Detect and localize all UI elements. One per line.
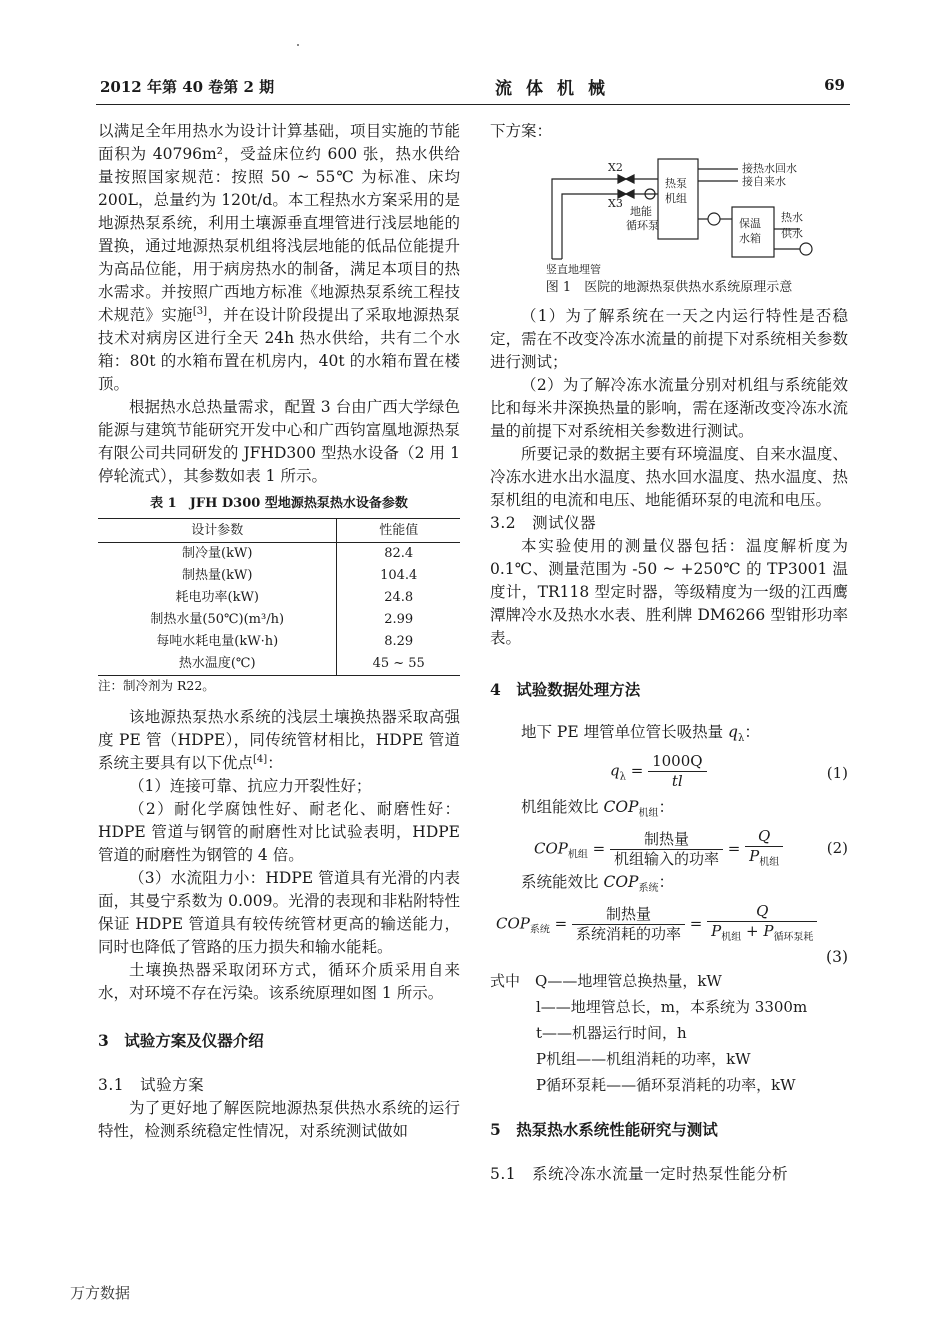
- list-item: （2）为了解冷冻水流量分别对机组与系统能效比和每米井深换热量的影响，需在逐渐改变冷冻水流量的前提下对系统相关参数进行测试。: [490, 376, 848, 440]
- equation-number: (3): [826, 948, 848, 967]
- table-row: [98, 609, 460, 631]
- table-cell: 45 ~ 55: [337, 653, 460, 676]
- table-cell: 制热水量(50℃)(m³/h): [150, 612, 285, 627]
- section-heading: 3 试验方案及仪器介绍: [98, 1031, 264, 1050]
- paragraph: 下方案：: [490, 122, 553, 140]
- scan-speck: [297, 44, 299, 46]
- table-header: 性能值: [337, 519, 460, 543]
- symbol-definition: t——机器运行时间，h: [536, 1024, 687, 1043]
- paragraph: 土壤换热器采取闭环方式，循环介质采用自来水，对环境不存在污染。该系统原理如图 1 所示。: [98, 961, 460, 1002]
- equation-intro: 地下 PE 埋管单位管长吸热量 $q_\lambda$：: [521, 723, 760, 745]
- table-cell: 耗电功率(kW): [175, 590, 259, 605]
- where-label: 式中 Q——地埋管总换热量，kW: [490, 972, 722, 991]
- header-rule: [96, 104, 850, 105]
- symbol-definitions: [490, 968, 848, 1098]
- section-heading: 5 热泵热水系统性能研究与测试: [490, 1120, 718, 1140]
- paragraph: 该地源热泵热水系统的浅层土壤换热器采取高强度 PE 管（HDPE），同传统管材相比，HDPE 管道系统主要具有以下优点[4]：: [98, 708, 460, 772]
- table-cell: 8.29: [337, 631, 460, 653]
- table-cell: 制热量(kW): [182, 568, 253, 583]
- list-item: （2）耐化学腐蚀性好、耐老化、耐磨性好：HDPE 管道与钢管的耐磨性对比试验表明，HDPE 管道的耐磨性为钢管的 4 倍。: [98, 800, 460, 864]
- list-item: （1）连接可靠、抗应力开裂性好；: [129, 777, 372, 795]
- return-label: 接热水回水: [742, 162, 797, 175]
- tank-label: 保温: [739, 217, 761, 230]
- table-cell: 每吨水耗电量(kW·h): [156, 634, 279, 649]
- equation-intro: 机组能效比 $COP_{机组}$：: [521, 798, 674, 820]
- page-number: 69: [824, 76, 845, 94]
- table-row: [98, 631, 460, 653]
- table-cell: 82.4: [337, 543, 460, 566]
- journal-title: 流体机械: [495, 79, 619, 99]
- equation-3: $COP_{系统}$ = $\frac{\text{制热量}}{\text{系统消耗的功率}}$ = $\frac{Q}{P_{机组} + P_{循环泵耗}}$: [490, 900, 848, 946]
- table-caption: 表 1 JFH D300 型地源热泵热水设备参数: [150, 496, 408, 511]
- equation-2: $COP_{机组}$ = $\frac{\text{制热量}}{\text{机组输入的功率}}$ = $\frac{Q}{P_{机组}}$ (2): [534, 827, 848, 869]
- table-cell: 104.4: [337, 565, 460, 587]
- valve-x3-label: X3: [608, 197, 623, 210]
- subsection-heading: 3.1 试验方案: [98, 1076, 205, 1094]
- paragraph: 本实验使用的测量仪器包括：温度解析度为 0.1℃、测量范围为 -50 ~ +250℃ 的 TP3001 温度计，TR118 型定时器，等级精度为一级的江西鹰潭牌冷水及热水水表、胜利牌 DM6266 型钳形功率表。: [490, 537, 848, 647]
- table-header: 设计参数: [191, 523, 244, 538]
- symbol-definition: l——地埋管总长，m，本系统为 3300m: [536, 998, 808, 1017]
- symbol-definition: P循环泵耗——循环泵消耗的功率，kW: [536, 1076, 796, 1095]
- ground-loop-label: 竖直地埋管: [546, 263, 601, 274]
- figure-caption: 图 1 医院的地源热泵供热水系统原理示意: [545, 280, 793, 295]
- citation: [3]: [192, 305, 208, 317]
- subsection-heading: 3.2 测试仪器: [490, 514, 597, 532]
- hot-supply-label: 热水: [781, 211, 803, 224]
- heat-pump-label: 热泵: [665, 177, 687, 190]
- tank-label-2: 水箱: [739, 232, 761, 245]
- citation: [4]: [253, 753, 268, 765]
- hot-supply-label-2: 供水: [781, 227, 803, 240]
- equation-number: (1): [826, 764, 848, 783]
- section-heading: 4 试验数据处理方法: [490, 680, 641, 699]
- table-cell: 24.8: [337, 587, 460, 609]
- diagram-svg: [490, 149, 850, 274]
- symbol-definition: P机组——机组消耗的功率，kW: [536, 1050, 751, 1069]
- paragraph: 以满足全年用热水为设计计算基础，项目实施的节能面积为 40796m²，受益床位约 600 张，热水供给量按照国家规范：按照 50 ~ 55℃ 为标准、床均 200L，总量约为 120t/d。本工程热水方案采用的是地源热泵系统，利用土壤源垂直埋管进行浅层地能的置换，通过地源热泵机组将浅层地能的低品位能提升为高品位能，用于病房热水的制备，满足本项目的热水需求。并按照广西地方标准《地源热泵系统工程技术规范》实施[3]，并在设计阶段提出了采取地源热泵技术对病房区进行全天 24h 热水供给，共有二个水箱：80t 的水箱布置在机房内，40t 的水箱布置在楼顶。: [98, 122, 460, 393]
- table-header-row: [98, 519, 460, 543]
- equation-intro: 系统能效比 $COP_{系统}$：: [521, 873, 674, 895]
- journal-issue: 2012 年第 40 卷第 2 期: [100, 78, 275, 96]
- table-cell: 热水温度(℃): [178, 656, 256, 671]
- equation-1: $q_\lambda$ = $\frac{1000Q}{tl}$ (1): [610, 752, 848, 791]
- system-diagram: [490, 149, 850, 274]
- page-header: [100, 72, 845, 100]
- list-item: （1）为了解系统在一天之内运行特性是否稳定，需在不改变冷冻水流量的前提下对系统相关参数进行测试；: [490, 307, 848, 371]
- table-row: [98, 543, 460, 566]
- equation-number: (2): [826, 839, 848, 858]
- paragraph: 为了更好地了解医院地源热泵供热水系统的运行特性，检测系统稳定性情况，对系统测试做如: [98, 1099, 460, 1140]
- paragraph: 所要记录的数据主要有环境温度、自来水温度、冷冻水进水出水温度、热水回水温度、热水温度、热泵机组的电流和电压、地能循环泵的电流和电压。: [490, 445, 848, 509]
- heat-pump-label-2: 机组: [665, 192, 687, 205]
- table-note: 注：制冷剂为 R22。: [98, 678, 215, 693]
- watermark-footer: 万方数据: [70, 1284, 131, 1302]
- table-row: [98, 587, 460, 609]
- table-row: [98, 653, 460, 676]
- pump-label: 地能: [630, 205, 652, 218]
- parameter-table: [98, 518, 460, 676]
- pump-label-2: 循环泵: [626, 219, 659, 232]
- table-row: [98, 565, 460, 587]
- left-column: [98, 120, 460, 1143]
- tap-water-label: 接自来水: [742, 175, 786, 188]
- list-item: （3）水流阻力小：HDPE 管道具有光滑的内表面，其曼宁系数为 0.009。光滑的表现和非粘附特性保证 HDPE 管道具有较传统管材更高的输送能力，同时也降低了管路的压力损失和输水能耗。: [98, 869, 460, 956]
- table-cell: 2.99: [337, 609, 460, 631]
- paragraph: 根据热水总热量需求，配置 3 台由广西大学绿色能源与建筑节能研究开发中心和广西钧富凰地源热泵有限公司共同研发的 JFHD300 型热水设备（2 用 1 停轮流式），其参数如表 1 所示。: [98, 398, 460, 485]
- table-cell: 制冷量(kW): [182, 546, 253, 561]
- subsection-heading: 5.1 系统冷冻水流量一定时热泵性能分析: [490, 1165, 789, 1184]
- valve-x2-label: X2: [608, 161, 623, 174]
- right-column: [490, 120, 848, 1186]
